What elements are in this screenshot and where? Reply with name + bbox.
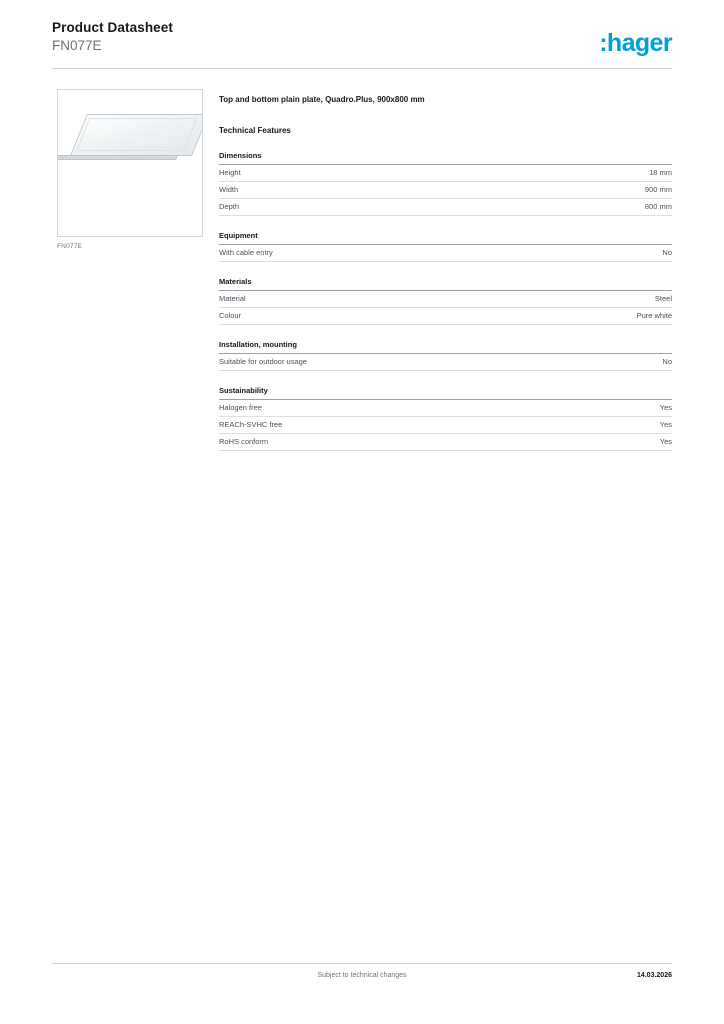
table-row bbox=[219, 182, 672, 199]
row-value: 18 mm bbox=[649, 168, 672, 177]
row-label: Width bbox=[219, 185, 239, 194]
table-row bbox=[219, 165, 672, 182]
group-materials bbox=[219, 277, 672, 325]
row-label: Suitable for outdoor usage bbox=[219, 357, 307, 366]
group-title: Dimensions bbox=[219, 151, 672, 165]
product-reference: FN077E bbox=[52, 38, 102, 53]
row-value: Pure white bbox=[636, 311, 672, 320]
row-label: Colour bbox=[219, 311, 242, 320]
technical-features-title: Technical Features bbox=[219, 126, 291, 135]
row-label: Halogen free bbox=[219, 403, 262, 412]
page-footer bbox=[52, 968, 672, 988]
table-row bbox=[219, 354, 672, 371]
product-image-caption: FN077E bbox=[57, 243, 83, 250]
table-row bbox=[219, 400, 672, 417]
row-value: Steel bbox=[654, 294, 672, 303]
header-divider bbox=[52, 68, 672, 69]
table-row bbox=[219, 434, 672, 451]
group-equipment bbox=[219, 231, 672, 262]
row-value: Yes bbox=[659, 420, 672, 429]
footer-divider bbox=[52, 963, 672, 964]
row-label: Height bbox=[219, 168, 241, 177]
plate-illustration bbox=[70, 114, 192, 164]
product-image bbox=[57, 89, 203, 237]
main-content bbox=[219, 94, 672, 451]
row-label: With cable entry bbox=[219, 248, 273, 257]
footer-note: Subject to technical changes bbox=[317, 972, 407, 979]
group-dimensions bbox=[219, 151, 672, 216]
table-row bbox=[219, 417, 672, 434]
hager-logo: :hager bbox=[599, 29, 672, 57]
group-sustainability bbox=[219, 386, 672, 451]
row-value: No bbox=[662, 248, 672, 257]
group-installation-mounting bbox=[219, 340, 672, 371]
row-value: No bbox=[662, 357, 672, 366]
row-value: Yes bbox=[659, 403, 672, 412]
page-header bbox=[52, 20, 672, 68]
table-row bbox=[219, 199, 672, 216]
row-label: Material bbox=[219, 294, 246, 303]
table-row bbox=[219, 291, 672, 308]
group-title: Equipment bbox=[219, 231, 672, 245]
table-row bbox=[219, 308, 672, 325]
group-title: Sustainability bbox=[219, 386, 672, 400]
row-value: 800 mm bbox=[644, 202, 672, 211]
row-value: 900 mm bbox=[644, 185, 672, 194]
group-title: Installation, mounting bbox=[219, 340, 672, 354]
product-description: Top and bottom plain plate, Quadro.Plus, 900x800 mm bbox=[219, 95, 425, 104]
page-title: Product Datasheet bbox=[52, 20, 173, 35]
row-label: REACh-SVHC free bbox=[219, 420, 283, 429]
table-row bbox=[219, 245, 672, 262]
row-label: RoHS conform bbox=[219, 437, 269, 446]
row-label: Depth bbox=[219, 202, 240, 211]
plate-front-edge bbox=[57, 155, 178, 160]
footer-date: 14.03.2026 bbox=[636, 972, 672, 979]
row-value: Yes bbox=[659, 437, 672, 446]
group-title: Materials bbox=[219, 277, 672, 291]
plate-inner-outline bbox=[76, 118, 197, 151]
